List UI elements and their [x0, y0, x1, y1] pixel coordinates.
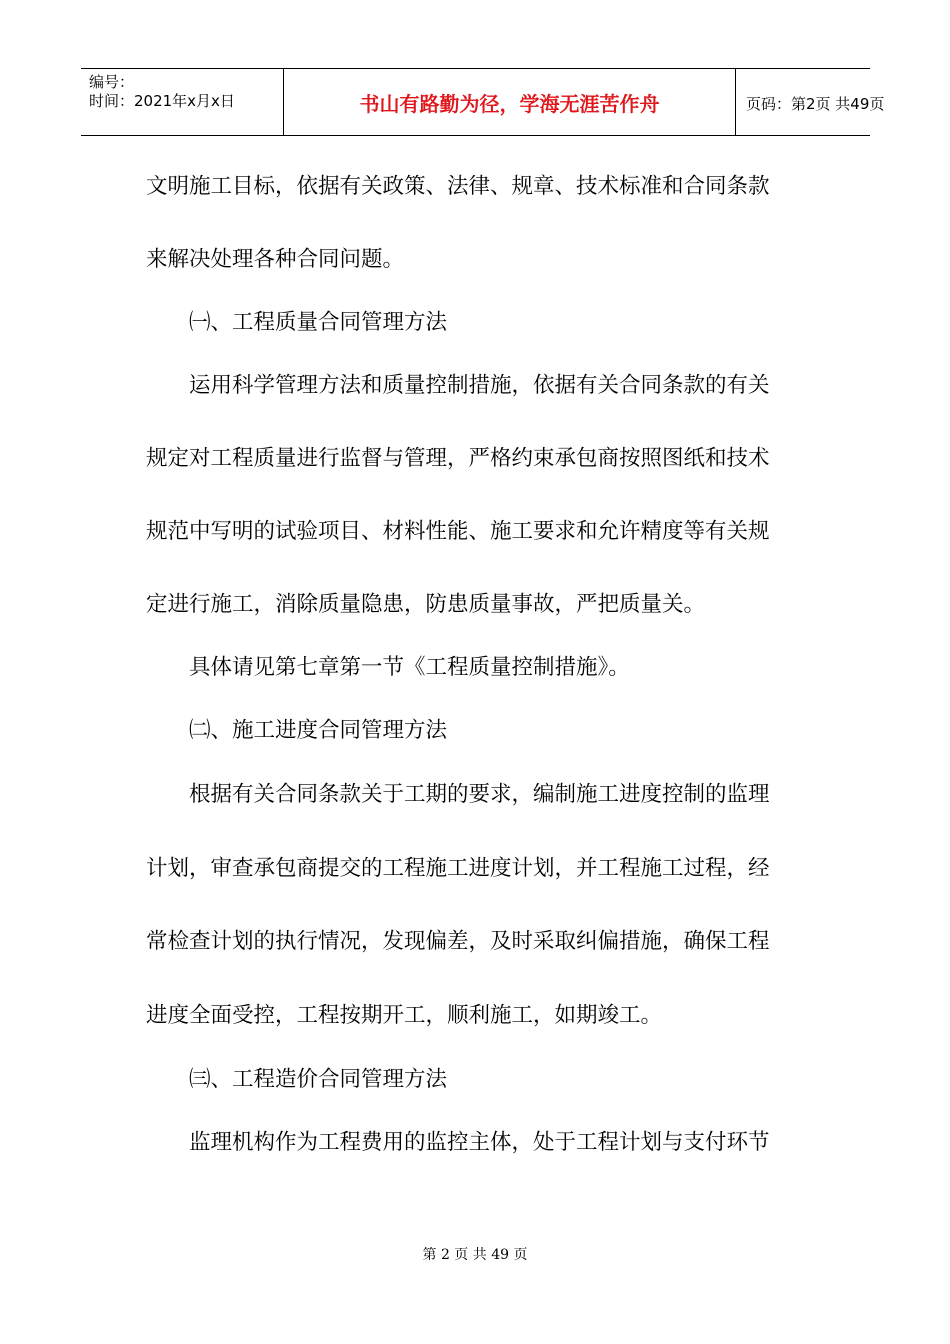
body-line: 具体请见第七章第一节《工程质量控制措施》。 [189, 655, 630, 680]
body-line: 运用科学管理方法和质量控制措施，依据有关合同条款的有关 [189, 373, 770, 398]
section-heading: ㈢、工程造价合同管理方法 [189, 1067, 448, 1092]
body-line: 文明施工目标，依据有关政策、法律、规章、技术标准和合同条款 [146, 174, 770, 199]
page-header [81, 68, 885, 136]
section-heading: ㈠、工程质量合同管理方法 [189, 310, 448, 335]
body-line: 来解决处理各种合同问题。 [146, 247, 405, 272]
document-code-label: 编号： [89, 73, 135, 91]
body-line: 常检查计划的执行情况，发现偏差，及时采取纠偏措施，确保工程 [146, 929, 770, 954]
header-motto: 书山有路勤为径，学海无涯苦作舟 [359, 92, 660, 116]
body-line: 计划，审查承包商提交的工程施工进度计划，并工程施工过程，经 [146, 856, 770, 881]
body-line: 监理机构作为工程费用的监控主体，处于工程计划与支付环节 [189, 1130, 770, 1155]
body-line: 规定对工程质量进行监督与管理，严格约束承包商按照图纸和技术 [146, 446, 770, 471]
page-footer: 第 2 页 共 49 页 [422, 1247, 528, 1263]
header-motto-cell [283, 69, 736, 135]
body-line: 进度全面受控，工程按期开工，顺利施工，如期竣工。 [146, 1003, 663, 1028]
body-line: 根据有关合同条款关于工期的要求，编制施工进度控制的监理 [189, 782, 770, 807]
body-line: 定进行施工，消除质量隐患，防患质量事故，严把质量关。 [146, 592, 706, 617]
section-heading: ㈡、施工进度合同管理方法 [189, 718, 448, 743]
header-page-cell [736, 69, 885, 135]
header-meta-cell [81, 69, 283, 135]
document-date-label: 时间：2021年x月x日 [89, 92, 235, 110]
body-line: 规范中写明的试验项目、材料性能、施工要求和允许精度等有关规 [146, 519, 770, 544]
header-page-info: 页码：第2页 共49页 [746, 95, 885, 113]
